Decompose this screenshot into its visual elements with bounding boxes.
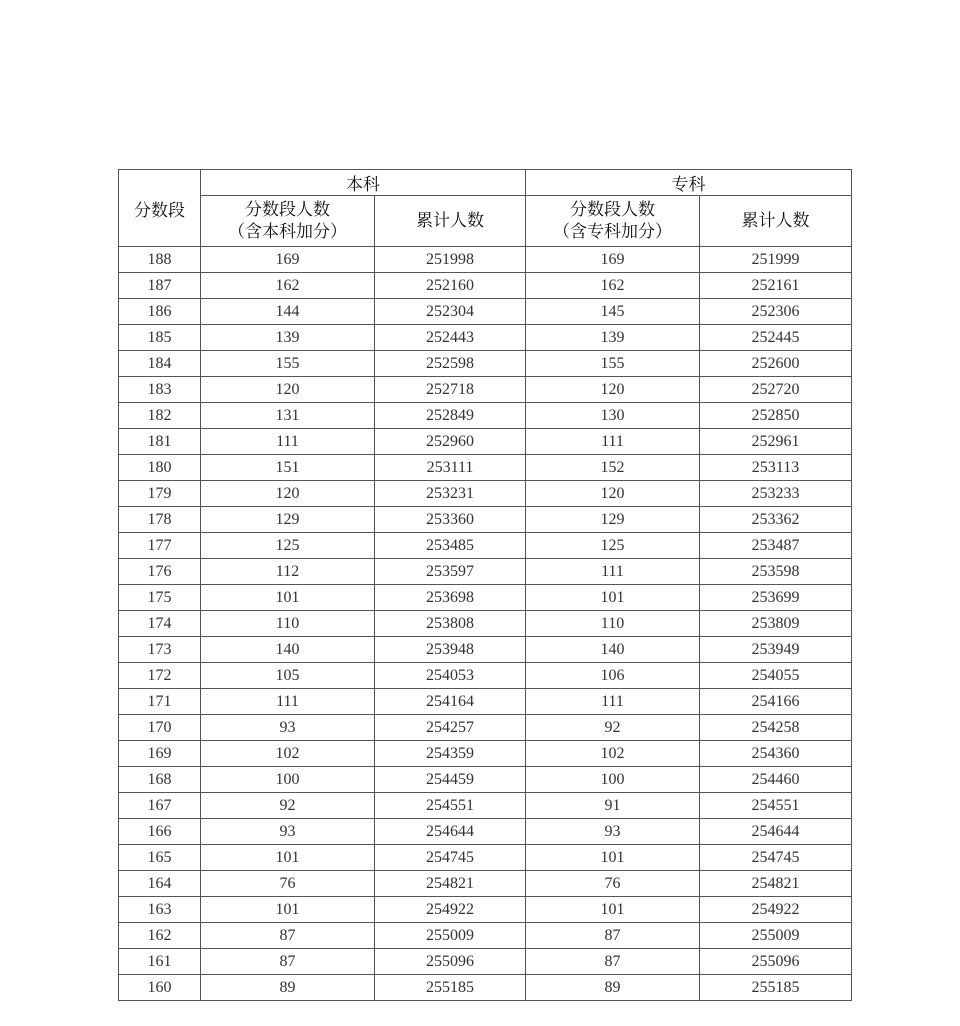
vocational-count-cell: 87 bbox=[526, 923, 700, 949]
score-cell: 188 bbox=[119, 247, 201, 273]
table-row bbox=[119, 871, 852, 897]
score-cell: 178 bbox=[119, 507, 201, 533]
score-cell: 161 bbox=[119, 949, 201, 975]
undergrad-count-cell: 129 bbox=[201, 507, 375, 533]
undergrad-cumulative-cell: 252304 bbox=[375, 299, 526, 325]
undergrad-cumulative-cell: 252443 bbox=[375, 325, 526, 351]
vocational-cumulative-cell: 254551 bbox=[700, 793, 852, 819]
table-row bbox=[119, 689, 852, 715]
vocational-cumulative-cell: 254360 bbox=[700, 741, 852, 767]
undergrad-count-cell: 140 bbox=[201, 637, 375, 663]
undergrad-count-cell: 110 bbox=[201, 611, 375, 637]
vocational-count-cell: 92 bbox=[526, 715, 700, 741]
vocational-count-cell: 87 bbox=[526, 949, 700, 975]
table-row bbox=[119, 741, 852, 767]
undergrad-count-cell: 120 bbox=[201, 481, 375, 507]
undergrad-cumulative-cell: 254359 bbox=[375, 741, 526, 767]
vocational-cumulative-cell: 253699 bbox=[700, 585, 852, 611]
vocational-count-cell: 76 bbox=[526, 871, 700, 897]
score-cell: 183 bbox=[119, 377, 201, 403]
vocational-count-cell: 139 bbox=[526, 325, 700, 351]
vocational-cumulative-cell: 252445 bbox=[700, 325, 852, 351]
undergrad-count-header bbox=[201, 196, 375, 247]
score-cell: 168 bbox=[119, 767, 201, 793]
score-cell: 187 bbox=[119, 273, 201, 299]
table-row bbox=[119, 507, 852, 533]
undergrad-count-cell: 102 bbox=[201, 741, 375, 767]
undergrad-cumulative-cell: 253808 bbox=[375, 611, 526, 637]
undergrad-cumulative-cell: 253485 bbox=[375, 533, 526, 559]
undergrad-cumulative-cell: 252718 bbox=[375, 377, 526, 403]
undergrad-count-cell: 151 bbox=[201, 455, 375, 481]
score-cell: 184 bbox=[119, 351, 201, 377]
score-cell: 169 bbox=[119, 741, 201, 767]
score-cell: 180 bbox=[119, 455, 201, 481]
vocational-count-cell: 101 bbox=[526, 897, 700, 923]
undergrad-cumulative-cell: 254644 bbox=[375, 819, 526, 845]
undergrad-count-cell: 162 bbox=[201, 273, 375, 299]
undergrad-count-cell: 105 bbox=[201, 663, 375, 689]
vocational-count-cell: 111 bbox=[526, 559, 700, 585]
table-row bbox=[119, 819, 852, 845]
vocational-count-cell: 106 bbox=[526, 663, 700, 689]
vocational-cumulative-header: 累计人数 bbox=[700, 196, 852, 247]
undergrad-cumulative-cell: 254257 bbox=[375, 715, 526, 741]
table-body bbox=[119, 247, 852, 1001]
vocational-count-cell: 91 bbox=[526, 793, 700, 819]
vocational-cumulative-cell: 255096 bbox=[700, 949, 852, 975]
undergrad-count-note: （含本科加分） bbox=[228, 222, 347, 242]
table-row bbox=[119, 663, 852, 689]
vocational-cumulative-cell: 254258 bbox=[700, 715, 852, 741]
vocational-count-cell: 120 bbox=[526, 481, 700, 507]
table-row bbox=[119, 611, 852, 637]
undergrad-cumulative-cell: 253360 bbox=[375, 507, 526, 533]
undergrad-count-cell: 131 bbox=[201, 403, 375, 429]
score-cell: 174 bbox=[119, 611, 201, 637]
table-row bbox=[119, 637, 852, 663]
vocational-cumulative-cell: 254460 bbox=[700, 767, 852, 793]
vocational-cumulative-cell: 252961 bbox=[700, 429, 852, 455]
undergrad-cumulative-cell: 253597 bbox=[375, 559, 526, 585]
undergrad-count-cell: 92 bbox=[201, 793, 375, 819]
score-cell: 164 bbox=[119, 871, 201, 897]
undergrad-count-cell: 139 bbox=[201, 325, 375, 351]
table-row bbox=[119, 247, 852, 273]
vocational-count-label: 分数段人数 bbox=[570, 200, 655, 220]
score-cell: 175 bbox=[119, 585, 201, 611]
table-row bbox=[119, 793, 852, 819]
vocational-count-cell: 110 bbox=[526, 611, 700, 637]
undergrad-cumulative-cell: 251998 bbox=[375, 247, 526, 273]
table-row bbox=[119, 429, 852, 455]
table-row bbox=[119, 533, 852, 559]
undergrad-count-label: 分数段人数 bbox=[245, 200, 330, 220]
table-row bbox=[119, 455, 852, 481]
undergrad-count-cell: 101 bbox=[201, 845, 375, 871]
undergrad-cumulative-cell: 253948 bbox=[375, 637, 526, 663]
undergrad-count-cell: 112 bbox=[201, 559, 375, 585]
undergrad-group-header: 本科 bbox=[201, 170, 526, 196]
vocational-cumulative-cell: 253809 bbox=[700, 611, 852, 637]
undergrad-count-cell: 76 bbox=[201, 871, 375, 897]
undergrad-count-cell: 87 bbox=[201, 923, 375, 949]
score-cell: 167 bbox=[119, 793, 201, 819]
undergrad-cumulative-cell: 252160 bbox=[375, 273, 526, 299]
score-distribution-table bbox=[118, 169, 852, 1001]
vocational-count-cell: 140 bbox=[526, 637, 700, 663]
vocational-count-cell: 125 bbox=[526, 533, 700, 559]
undergrad-cumulative-cell: 254922 bbox=[375, 897, 526, 923]
vocational-cumulative-cell: 252306 bbox=[700, 299, 852, 325]
score-cell: 176 bbox=[119, 559, 201, 585]
table-row bbox=[119, 403, 852, 429]
table-row bbox=[119, 845, 852, 871]
score-cell: 173 bbox=[119, 637, 201, 663]
score-cell: 166 bbox=[119, 819, 201, 845]
vocational-count-cell: 155 bbox=[526, 351, 700, 377]
undergrad-count-cell: 111 bbox=[201, 429, 375, 455]
table-row bbox=[119, 585, 852, 611]
score-cell: 181 bbox=[119, 429, 201, 455]
undergrad-cumulative-cell: 254053 bbox=[375, 663, 526, 689]
vocational-count-cell: 145 bbox=[526, 299, 700, 325]
undergrad-cumulative-cell: 252960 bbox=[375, 429, 526, 455]
undergrad-cumulative-cell: 255096 bbox=[375, 949, 526, 975]
undergrad-count-cell: 155 bbox=[201, 351, 375, 377]
score-cell: 163 bbox=[119, 897, 201, 923]
score-column-header: 分数段 bbox=[119, 170, 201, 247]
vocational-cumulative-cell: 254922 bbox=[700, 897, 852, 923]
score-cell: 179 bbox=[119, 481, 201, 507]
score-cell: 182 bbox=[119, 403, 201, 429]
undergrad-cumulative-cell: 254551 bbox=[375, 793, 526, 819]
undergrad-cumulative-cell: 254745 bbox=[375, 845, 526, 871]
undergrad-count-cell: 93 bbox=[201, 819, 375, 845]
undergrad-cumulative-cell: 255009 bbox=[375, 923, 526, 949]
vocational-cumulative-cell: 254644 bbox=[700, 819, 852, 845]
undergrad-cumulative-cell: 255185 bbox=[375, 975, 526, 1001]
vocational-count-cell: 162 bbox=[526, 273, 700, 299]
table-row bbox=[119, 481, 852, 507]
table-row bbox=[119, 715, 852, 741]
vocational-cumulative-cell: 254821 bbox=[700, 871, 852, 897]
score-cell: 177 bbox=[119, 533, 201, 559]
vocational-count-cell: 111 bbox=[526, 689, 700, 715]
vocational-count-header bbox=[526, 196, 700, 247]
vocational-count-cell: 130 bbox=[526, 403, 700, 429]
table-row bbox=[119, 767, 852, 793]
table-row bbox=[119, 897, 852, 923]
undergrad-count-cell: 100 bbox=[201, 767, 375, 793]
vocational-count-cell: 169 bbox=[526, 247, 700, 273]
vocational-cumulative-cell: 251999 bbox=[700, 247, 852, 273]
score-cell: 186 bbox=[119, 299, 201, 325]
vocational-count-cell: 120 bbox=[526, 377, 700, 403]
vocational-cumulative-cell: 253362 bbox=[700, 507, 852, 533]
undergrad-count-cell: 101 bbox=[201, 897, 375, 923]
score-cell: 172 bbox=[119, 663, 201, 689]
vocational-cumulative-cell: 252720 bbox=[700, 377, 852, 403]
undergrad-count-cell: 87 bbox=[201, 949, 375, 975]
vocational-count-cell: 100 bbox=[526, 767, 700, 793]
vocational-cumulative-cell: 254055 bbox=[700, 663, 852, 689]
undergrad-cumulative-header: 累计人数 bbox=[375, 196, 526, 247]
vocational-count-cell: 111 bbox=[526, 429, 700, 455]
vocational-cumulative-cell: 253233 bbox=[700, 481, 852, 507]
table-row bbox=[119, 299, 852, 325]
table-row bbox=[119, 559, 852, 585]
vocational-cumulative-cell: 253949 bbox=[700, 637, 852, 663]
vocational-group-header: 专科 bbox=[526, 170, 852, 196]
undergrad-cumulative-cell: 252598 bbox=[375, 351, 526, 377]
vocational-cumulative-cell: 252161 bbox=[700, 273, 852, 299]
undergrad-cumulative-cell: 252849 bbox=[375, 403, 526, 429]
vocational-count-cell: 89 bbox=[526, 975, 700, 1001]
vocational-count-cell: 102 bbox=[526, 741, 700, 767]
undergrad-cumulative-cell: 253111 bbox=[375, 455, 526, 481]
score-cell: 171 bbox=[119, 689, 201, 715]
score-cell: 165 bbox=[119, 845, 201, 871]
vocational-cumulative-cell: 253598 bbox=[700, 559, 852, 585]
undergrad-cumulative-cell: 254459 bbox=[375, 767, 526, 793]
undergrad-count-cell: 125 bbox=[201, 533, 375, 559]
undergrad-count-cell: 101 bbox=[201, 585, 375, 611]
table-row bbox=[119, 975, 852, 1001]
table-row bbox=[119, 949, 852, 975]
vocational-count-cell: 101 bbox=[526, 585, 700, 611]
undergrad-cumulative-cell: 253231 bbox=[375, 481, 526, 507]
table-row bbox=[119, 273, 852, 299]
undergrad-cumulative-cell: 254821 bbox=[375, 871, 526, 897]
undergrad-count-cell: 111 bbox=[201, 689, 375, 715]
undergrad-count-cell: 120 bbox=[201, 377, 375, 403]
score-cell: 185 bbox=[119, 325, 201, 351]
vocational-count-note: （含专科加分） bbox=[553, 222, 672, 242]
undergrad-count-cell: 144 bbox=[201, 299, 375, 325]
vocational-cumulative-cell: 252850 bbox=[700, 403, 852, 429]
vocational-cumulative-cell: 255185 bbox=[700, 975, 852, 1001]
vocational-cumulative-cell: 254166 bbox=[700, 689, 852, 715]
table-row bbox=[119, 351, 852, 377]
undergrad-count-cell: 89 bbox=[201, 975, 375, 1001]
score-cell: 160 bbox=[119, 975, 201, 1001]
table-row bbox=[119, 377, 852, 403]
vocational-cumulative-cell: 253487 bbox=[700, 533, 852, 559]
table-row bbox=[119, 923, 852, 949]
undergrad-cumulative-cell: 253698 bbox=[375, 585, 526, 611]
vocational-cumulative-cell: 252600 bbox=[700, 351, 852, 377]
undergrad-count-cell: 169 bbox=[201, 247, 375, 273]
vocational-count-cell: 152 bbox=[526, 455, 700, 481]
table-row bbox=[119, 325, 852, 351]
vocational-count-cell: 101 bbox=[526, 845, 700, 871]
vocational-count-cell: 129 bbox=[526, 507, 700, 533]
vocational-cumulative-cell: 255009 bbox=[700, 923, 852, 949]
vocational-cumulative-cell: 253113 bbox=[700, 455, 852, 481]
undergrad-cumulative-cell: 254164 bbox=[375, 689, 526, 715]
vocational-cumulative-cell: 254745 bbox=[700, 845, 852, 871]
vocational-count-cell: 93 bbox=[526, 819, 700, 845]
undergrad-count-cell: 93 bbox=[201, 715, 375, 741]
score-cell: 162 bbox=[119, 923, 201, 949]
score-cell: 170 bbox=[119, 715, 201, 741]
